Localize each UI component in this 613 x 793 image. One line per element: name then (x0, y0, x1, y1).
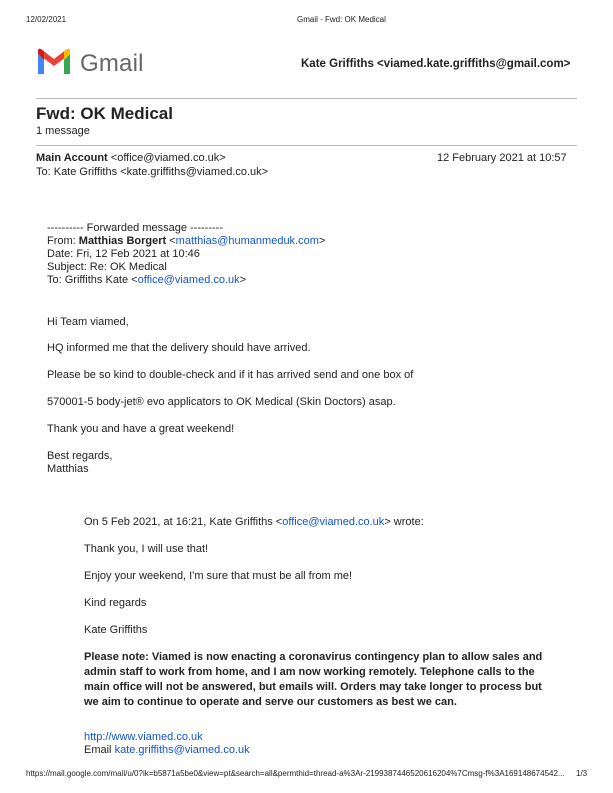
sender-name: Main Account (36, 152, 108, 164)
forward-date: Date: Fri, 12 Feb 2021 at 10:46 (47, 248, 200, 260)
account-label: Kate Griffiths <viamed.kate.griffiths@gmail.com> (301, 58, 571, 70)
body-paragraph: Please be so kind to double-check and if it has arrived send and one box of (47, 369, 414, 381)
quote-line: Kind regards (84, 597, 147, 609)
gmail-wordmark: Gmail (80, 50, 144, 77)
email-link[interactable]: kate.griffiths@viamed.co.uk (114, 744, 250, 756)
quote-line: Enjoy your weekend, I'm sure that must be all from me! (84, 570, 353, 582)
body-signoff: Best regards, (47, 450, 113, 462)
website-link[interactable]: http://www.viamed.co.uk (84, 731, 203, 743)
message-count: 1 message (36, 125, 90, 137)
forward-subject: Subject: Re: OK Medical (47, 261, 167, 273)
email-label: Email (84, 744, 115, 756)
sender-email: <office@viamed.co.uk> (110, 152, 226, 164)
message-timestamp: 12 February 2021 at 10:57 (437, 152, 567, 164)
header-divider (36, 98, 577, 99)
print-title: Gmail - Fwd: OK Medical (297, 15, 386, 24)
forward-from-gt: > (318, 235, 326, 247)
print-date: 12/02/2021 (26, 15, 67, 24)
recipient-line: To: Kate Griffiths <kate.griffiths@viamed.co.uk> (36, 166, 269, 178)
quote-intro-email-link[interactable]: office@viamed.co.uk (282, 516, 385, 528)
print-footer-url: https://mail.google.com/mail/u/0?ik=b5871a5be0&view=pt&search=all&permthid=thread-a%3Ar-2199387446520616204%7Cmsg-f%3A169148674542... (26, 769, 565, 778)
body-signature: Matthias (47, 463, 89, 475)
forward-to-suffix: > (239, 274, 247, 286)
thread-subject: Fwd: OK Medical (36, 104, 173, 123)
email-line (84, 744, 250, 757)
sender-line (36, 152, 226, 165)
forward-from-label: From: (47, 235, 79, 247)
body-paragraph: Thank you and have a great weekend! (47, 423, 235, 435)
body-paragraph: HQ informed me that the delivery should have arrived. (47, 342, 311, 354)
forward-separator: ---------- Forwarded message --------- (47, 222, 223, 234)
quote-line: Kate Griffiths (84, 624, 148, 636)
contingency-notice: Please note: Viamed is now enacting a coronavirus contingency plan to allow sales and admin staff to work from home, and I am now working remotely. Telephone calls to the main office will not be answered, but emails will. Orders may take longer to process but we aim to continue to operate and serve our customers as best we can. (84, 651, 543, 708)
forward-to-email-link[interactable]: office@viamed.co.uk (137, 274, 240, 286)
gmail-logo[interactable] (36, 48, 72, 81)
thread-divider (36, 145, 577, 146)
forward-from (47, 235, 325, 248)
forward-from-email-link[interactable]: matthias@humanmeduk.com (175, 235, 319, 247)
quote-intro (84, 516, 424, 529)
quote-intro-suffix: > wrote: (384, 516, 424, 528)
quote-line: Thank you, I will use that! (84, 543, 209, 555)
body-paragraph: 570001-5 body-jet® evo applicators to OK Medical (Skin Doctors) asap. (47, 396, 396, 408)
body-greeting: Hi Team viamed, (47, 316, 129, 328)
quote-intro-prefix: On 5 Feb 2021, at 16:21, Kate Griffiths < (84, 516, 283, 528)
forward-to-prefix: To: Griffiths Kate < (47, 274, 138, 286)
gmail-m-icon (36, 48, 72, 76)
forward-from-name: Matthias Borgert (78, 235, 167, 247)
print-page-number: 1/3 (576, 769, 588, 778)
forward-from-lt: < (166, 235, 176, 247)
forward-to (47, 274, 246, 287)
